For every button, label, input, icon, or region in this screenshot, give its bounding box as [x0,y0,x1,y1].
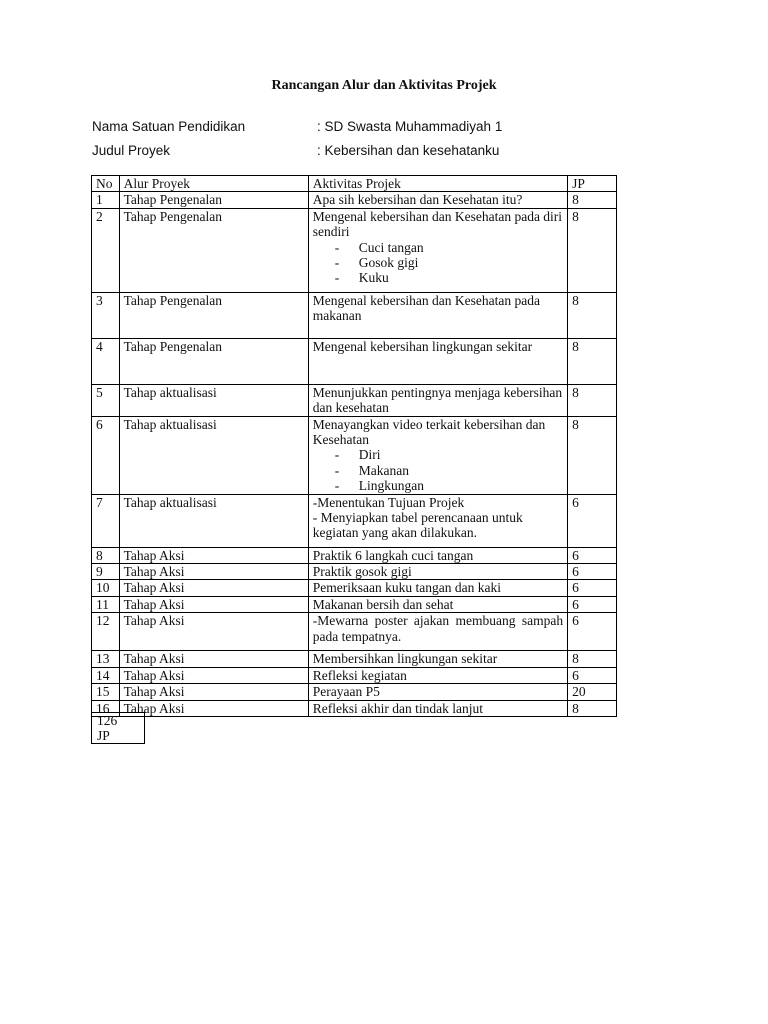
cell-alur: Tahap Aksi [119,580,308,596]
sub-item: - Lingkungan [335,478,563,493]
cell-aktivitas [308,684,567,700]
cell-aktivitas [308,700,567,716]
cell-no: 8 [92,547,120,563]
cell-aktivitas [308,416,567,494]
cell-aktivitas [308,613,567,651]
aktivitas-text: Mengenal kebersihan lingkungan sekitar [312,338,533,354]
table-row [92,667,617,683]
cell-jp: 6 [568,547,617,563]
aktivitas-text: Pemeriksaan kuku tangan dan kaki [312,580,501,596]
cell-aktivitas [308,384,567,416]
cell-alur: Tahap Pengenalan [119,338,308,384]
cell-no: 9 [92,564,120,580]
cell-no: 15 [92,684,120,700]
aktivitas-text: - Menyiapkan tabel perencanaan untuk kegiatan yang akan dilakukan. [312,510,523,541]
cell-alur: Tahap Aksi [119,564,308,580]
aktivitas-text: Perayaan P5 [312,684,380,700]
total-unit: JP [97,728,110,743]
sub-item: - Cuci tangan [335,240,563,255]
cell-alur: Tahap Aksi [119,613,308,651]
cell-no: 5 [92,384,120,416]
cell-alur: Tahap aktualisasi [119,384,308,416]
cell-jp: 6 [568,667,617,683]
cell-aktivitas [308,292,567,338]
sub-item: - Kuku [335,270,563,285]
aktivitas-text: Mengenal kebersihan dan Kesehatan pada makanan [312,292,540,324]
cell-jp: 6 [568,613,617,651]
cell-aktivitas [308,192,567,208]
header-cell-jp: JP [568,176,617,192]
cell-alur: Tahap Pengenalan [119,208,308,292]
cell-no: 13 [92,651,120,667]
cell-no: 14 [92,667,120,683]
table-row [92,580,617,596]
aktivitas-text: Makanan bersih dan sehat [312,596,454,612]
total-jp-cell [92,713,145,744]
cell-alur: Tahap Pengenalan [119,192,308,208]
table-row [92,684,617,700]
cell-aktivitas [308,651,567,667]
table-row [92,292,617,338]
activity-table [91,175,617,717]
cell-jp: 8 [568,651,617,667]
cell-no: 12 [92,613,120,651]
header-cell-aktivitas: Aktivitas Projek [308,176,567,192]
meta-value: : SD Swasta Muhammadiyah 1 [317,119,503,134]
cell-jp: 8 [568,384,617,416]
aktivitas-text: Menunjukkan pentingnya menjaga kebersihan dan kesehatan [312,384,563,416]
cell-no: 11 [92,596,120,612]
table-row [92,700,617,716]
aktivitas-text: Praktik gosok gigi [312,564,412,580]
cell-no: 10 [92,580,120,596]
cell-alur: Tahap Aksi [119,596,308,612]
cell-aktivitas [308,547,567,563]
table-row [92,613,617,651]
cell-jp: 8 [568,292,617,338]
cell-jp: 8 [568,338,617,384]
cell-jp: 6 [568,564,617,580]
cell-aktivitas [308,596,567,612]
cell-jp: 6 [568,494,617,547]
table-row [92,596,617,612]
aktivitas-text: Refleksi kegiatan [312,667,407,683]
cell-jp: 6 [568,580,617,596]
cell-aktivitas [308,494,567,547]
header-cell-alur: Alur Proyek [119,176,308,192]
header-cell-no: No [92,176,120,192]
aktivitas-text: Menayangkan video terkait kebersihan dan Kesehatan [312,416,546,448]
cell-alur: Tahap Aksi [119,684,308,700]
total-jp-box [91,712,145,744]
cell-no: 16 [92,700,120,716]
aktivitas-text: Apa sih kebersihan dan Kesehatan itu? [312,192,523,208]
cell-jp: 6 [568,596,617,612]
aktivitas-text: Membersihkan lingkungan sekitar [312,651,498,667]
sub-item-list [313,240,563,286]
cell-aktivitas [308,208,567,292]
sub-item: - Diri [335,447,563,462]
aktivitas-text: Praktik 6 langkah cuci tangan [312,547,474,563]
table-row [92,494,617,547]
cell-no: 4 [92,338,120,384]
table-row [92,338,617,384]
meta-label: Nama Satuan Pendidikan [92,119,246,134]
table-row [92,384,617,416]
cell-no: 6 [92,416,120,494]
sub-item: - Makanan [335,463,563,478]
cell-alur: Tahap Aksi [119,547,308,563]
table-row [92,651,617,667]
cell-alur: Tahap Aksi [119,651,308,667]
cell-jp: 8 [568,208,617,292]
aktivitas-text: Refleksi akhir dan tindak lanjut [312,700,483,716]
cell-alur: Tahap aktualisasi [119,416,308,494]
total-value: 126 [97,713,118,728]
cell-jp: 8 [568,700,617,716]
cell-jp: 8 [568,192,617,208]
document-title: Rancangan Alur dan Aktivitas Projek [271,78,497,93]
meta-value: : Kebersihan dan kesehatanku [317,143,500,158]
table-row [92,416,617,494]
cell-aktivitas [308,667,567,683]
cell-aktivitas [308,580,567,596]
table-row [92,547,617,563]
cell-jp: 8 [568,416,617,494]
table-row [92,208,617,292]
cell-aktivitas [308,564,567,580]
meta-label: Judul Proyek [92,143,171,158]
cell-no: 2 [92,208,120,292]
sub-item: - Gosok gigi [335,255,563,270]
aktivitas-text: Mengenal kebersihan dan Kesehatan pada diri sendiri [312,208,563,240]
cell-alur: Tahap Pengenalan [119,292,308,338]
sub-item-list [313,447,563,493]
cell-aktivitas [308,338,567,384]
aktivitas-text: -Menentukan Tujuan Projek [312,494,465,510]
table-header-row [92,176,617,192]
cell-alur: Tahap Aksi [119,667,308,683]
table-row [92,564,617,580]
cell-no: 3 [92,292,120,338]
aktivitas-text: -Mewarna poster ajakan membuang sampah pada tempatnya. [312,613,564,644]
cell-alur: Tahap Aksi [119,700,308,716]
cell-no: 1 [92,192,120,208]
table-row [92,192,617,208]
cell-jp: 20 [568,684,617,700]
cell-alur: Tahap aktualisasi [119,494,308,547]
cell-no: 7 [92,494,120,547]
